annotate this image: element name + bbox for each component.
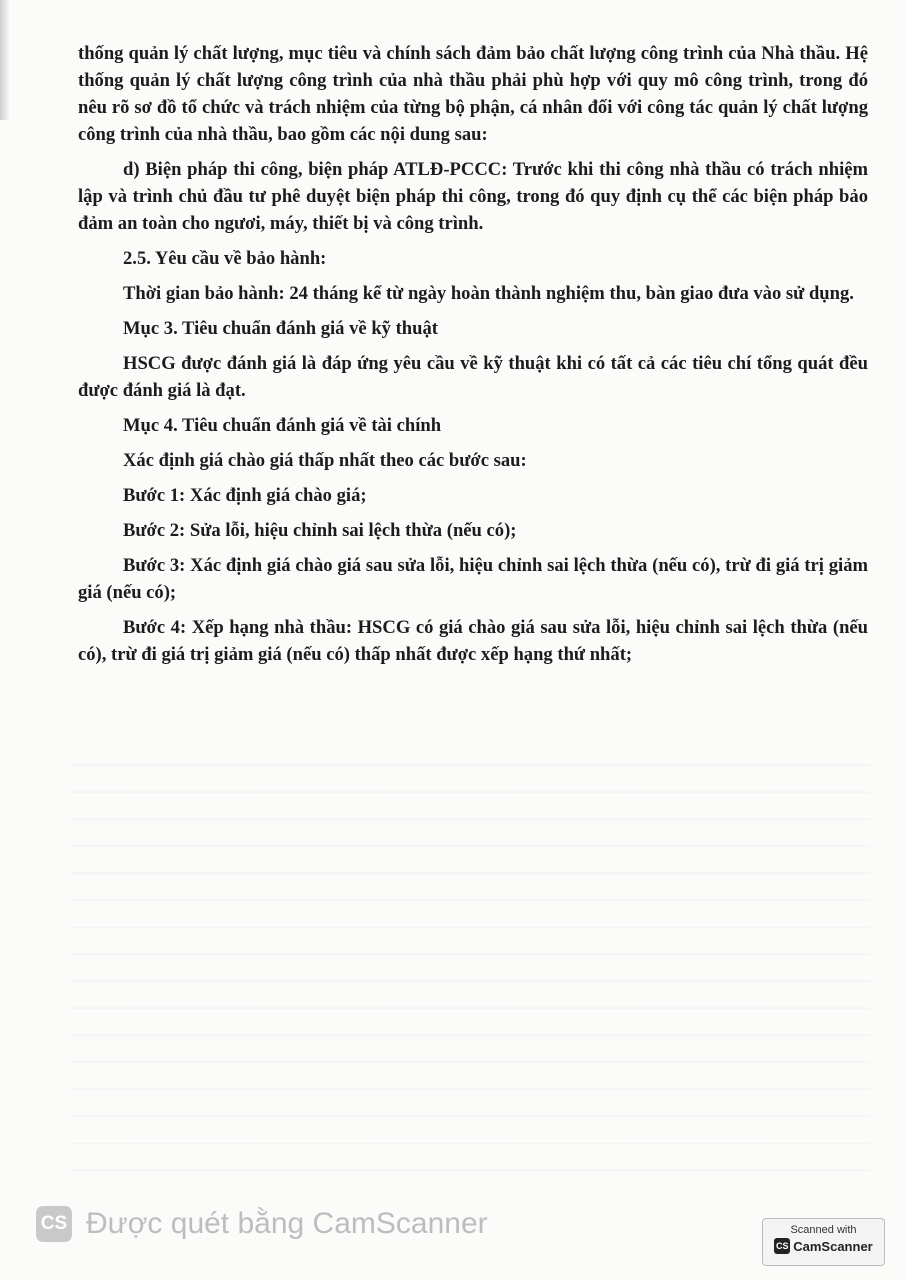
heading-section-4: Mục 4. Tiêu chuẩn đánh giá về tài chính [123,415,442,436]
paragraph-warranty-period: Thời gian bảo hành: 24 tháng kể từ ngày hoàn thành nghiệm thu, bàn giao đưa vào sử dụng. [123,283,854,304]
camscanner-logo-icon: CS [36,1206,72,1242]
badge-brand [763,1238,884,1254]
document-body [78,40,868,676]
step-2: Bước 2: Sửa lỗi, hiệu chỉnh sai lệch thừa (nếu có); [123,520,517,541]
paragraph-lowest-price-intro: Xác định giá chào giá thấp nhất theo các bước sau: [123,450,527,471]
paragraph-construction-measures: d) Biện pháp thi công, biện pháp ATLĐ-PCCC: Trước khi thi công nhà thầu có trách nhiệm lập và trình chủ đầu tư phê duyệt biện pháp thi công, trong đó quy định cụ thể các biện pháp bảo đảm an toàn cho ngươi, máy, thiết bị và công trình. [78,159,868,234]
camscanner-badge-icon: CS [774,1238,790,1254]
step-3: Bước 3: Xác định giá chào giá sau sửa lỗi, hiệu chỉnh sai lệch thừa (nếu có), trừ đi giá trị giảm giá (nếu có); [78,555,868,603]
camscanner-watermark [36,1206,488,1242]
step-1: Bước 1: Xác định giá chào giá; [123,485,367,506]
heading-warranty: 2.5. Yêu cầu về bảo hành: [123,248,327,269]
bleed-through-text [70,740,870,1180]
badge-caption: Scanned with [790,1224,857,1236]
step-4: Bước 4: Xếp hạng nhà thầu: HSCG có giá chào giá sau sửa lỗi, hiệu chỉnh sai lệch thừa (nếu có), trừ đi giá trị giảm giá (nếu có) thấp nhất được xếp hạng thứ nhất; [78,617,868,665]
watermark-text: Được quét bằng CamScanner [86,1207,488,1240]
badge-name: CamScanner [793,1238,873,1254]
page-edge [0,0,10,120]
paragraph-quality-system: thống quản lý chất lượng, mục tiêu và chính sách đảm bảo chất lượng công trình của Nhà thầu. Hệ thống quản lý chất lượng công trình của nhà thầu phải phù hợp với quy mô công trình, trong đó nêu rõ sơ đồ tổ chức và trách nhiệm của từng bộ phận, cá nhân đối với công tác quản lý chất lượng công trình của nhà thầu, bao gồm các nội dung sau: [78,43,868,145]
scanned-with-badge [762,1218,885,1266]
paragraph-technical-criteria: HSCG được đánh giá là đáp ứng yêu cầu về kỹ thuật khi có tất cả các tiêu chí tổng quát đều được đánh giá là đạt. [78,353,868,401]
heading-section-3: Mục 3. Tiêu chuẩn đánh giá về kỹ thuật [123,318,438,339]
